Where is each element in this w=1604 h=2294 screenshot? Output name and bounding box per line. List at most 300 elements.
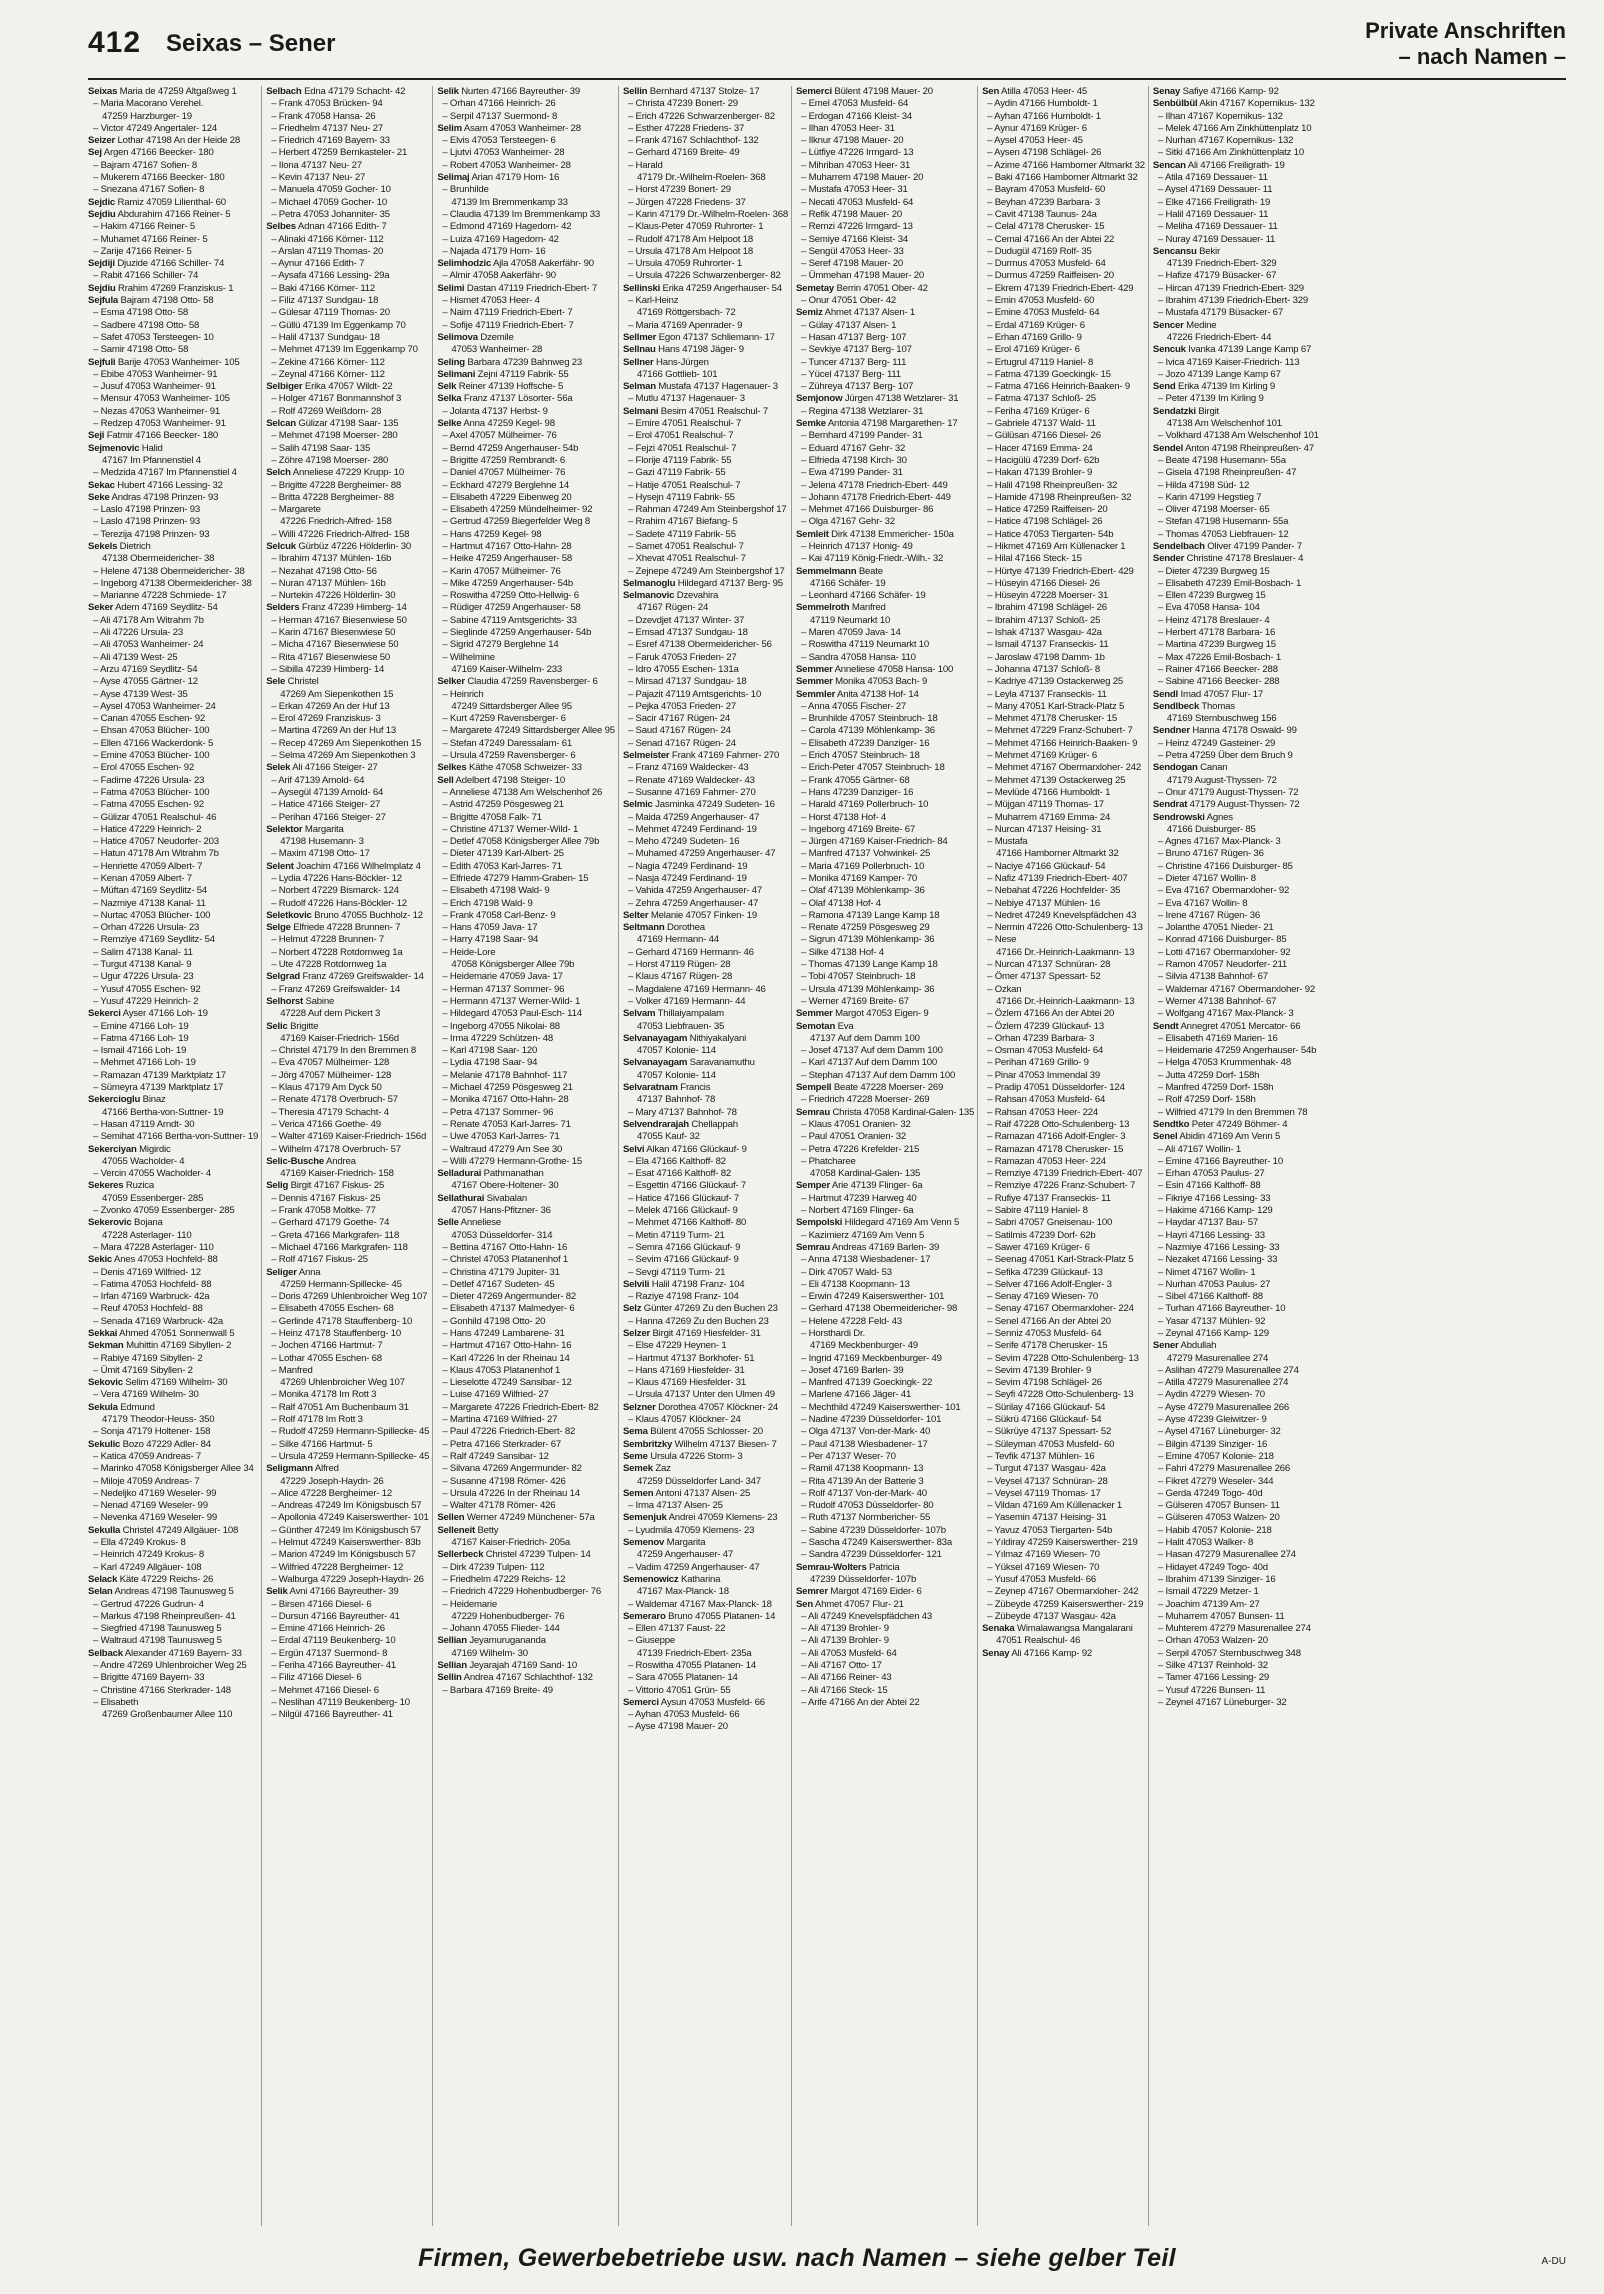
directory-entry: – Feriha 47169 Krüger- 6 [987,405,1090,417]
directory-entry: Sejdiji Djuzide 47166 Schiller- 74 [88,258,225,270]
directory-entry: Sendt Annegret 47051 Mercator- 66 [1152,1020,1301,1032]
directory-entry: – Gazi 47119 Fabrik- 55 [627,467,726,479]
directory-entry: – Lieselotte 47249 Sansibar- 12 [442,1377,572,1389]
directory-entry: – Per 47137 Weser- 70 [800,1450,896,1462]
directory-entry: – Werner 47169 Breite- 67 [800,995,909,1007]
directory-entry: – Filiz 47166 Diesel- 6 [271,1672,362,1684]
directory-entry: – Ewa 47199 Pander- 31 [800,467,903,479]
directory-entry: – Satilmis 47239 Dorf- 62b [987,1229,1096,1241]
directory-entry: – Manfred 47137 Vohwinkel- 25 [800,848,931,860]
directory-entry: – Hatice 47229 Heinrich- 2 [93,823,202,835]
directory-entry: – Beyhan 47239 Barbara- 3 [987,196,1100,208]
directory-entry: – Klaus 47051 Oranien- 32 [800,1118,911,1130]
directory-entry: – Serife 47178 Cherusker- 15 [987,1340,1108,1352]
directory-entry: – Mukerem 47166 Beecker- 180 [93,172,225,184]
directory-entry: Sekeres Ruzica [88,1180,155,1192]
directory-entry: – Ilhan 47053 Heer- 31 [800,122,895,134]
directory-entry: – Nebiye 47137 Mühlen- 16 [987,897,1100,909]
directory-entry: Selders Franz 47239 Himberg- 14 [266,602,407,614]
directory-entry: – Aydin 47279 Wiesen- 70 [1157,1389,1265,1401]
directory-entry: – Sefika 47239 Glückauf- 13 [987,1266,1103,1278]
directory-entry: – Sabine 47239 Düsseldorfer- 107b [800,1524,946,1536]
directory-column-5 [796,86,978,2226]
directory-entry: – Christine 47137 Werner-Wild- 1 [442,823,579,835]
directory-entry: – Aysel 47053 Heer- 45 [987,135,1083,147]
directory-entry: – Remziye 47226 Franz-Schubert- 7 [987,1180,1136,1192]
directory-entry: – Zeynel 47167 Lüneburger- 32 [1157,1696,1287,1708]
directory-entry: 47226 Friedrich-Ebert- 44 [1166,331,1272,343]
directory-entry: – Erwin 47249 Kaiserswerther- 101 [800,1291,945,1303]
directory-entry: – Rahman 47249 Am Steinbergshof 17 [627,504,787,516]
directory-entry: – Waltraud 47198 Taunusweg 5 [93,1635,222,1647]
directory-entry: – Aysen 47198 Schlägel- 26 [987,147,1102,159]
directory-entry: – Mirsad 47137 Sundgau- 18 [627,676,747,688]
directory-entry: Selzner Dorothea 47057 Klöckner- 24 [622,1401,779,1413]
directory-entry: 47179 Theodor-Heuss- 350 [102,1414,215,1426]
directory-entry: – Dirk 47057 Wald- 53 [800,1266,892,1278]
directory-entry: – Medzida 47167 Im Pfannenstiel 4 [93,467,237,479]
directory-entry: – Friedrich 47229 Hohenbudberger- 76 [442,1586,601,1598]
directory-entry: – Hermann 47137 Werner-Wild- 1 [442,995,581,1007]
directory-entry: Sencuk Ivanka 47139 Lange Kamp 67 [1152,344,1312,356]
directory-entry: – Mustafa [987,836,1028,848]
directory-entry: – Selver 47166 Adolf-Engler- 3 [987,1278,1112,1290]
directory-entry: – Muhamed 47259 Angerhauser- 47 [627,848,776,860]
directory-entry: – Frank 47058 Hansa- 26 [271,110,376,122]
directory-entry: Sekercioglu Binaz [88,1094,166,1106]
directory-entry: – Erol 47051 Realschul- 7 [627,430,734,442]
directory-entry: – Markus 47198 Rheinpreußen- 41 [93,1610,236,1622]
directory-entry: – Wilhelm 47178 Overbruch- 57 [271,1143,401,1155]
directory-entry: – Semihat 47166 Bertha-von-Suttner- 19 [93,1131,259,1143]
directory-entry: – Helmut 47249 Kaiserswerther- 83b [271,1537,421,1549]
directory-entry: – Heinrich 47249 Krokus- 8 [93,1549,205,1561]
directory-entry: – Ayhan 47166 Humboldt- 1 [987,110,1101,122]
directory-entry: – Silke 47137 Reinhold- 32 [1157,1660,1268,1671]
directory-entry: – Dirk 47239 Tulpen- 112 [442,1561,545,1573]
directory-entry: – Rolf 47269 Weißdorn- 28 [271,405,382,417]
directory-entry: Selektor Margarita [266,823,344,835]
directory-entry: – Kevin 47137 Neu- 27 [271,172,366,184]
directory-entry: Selmeister Frank 47169 Fahrner- 270 [622,750,780,762]
directory-entry: – Serpil 47057 Sternbuschweg 348 [1157,1647,1301,1659]
directory-entry: – Erhan 47169 Grillo- 9 [987,331,1082,343]
directory-entry: – Manfred 47259 Dorf- 158h [1157,1082,1274,1094]
directory-entry: – Nebahat 47226 Hochfelder- 35 [987,885,1121,897]
directory-entry: – Gülseren 47057 Bunsen- 11 [1157,1500,1280,1512]
directory-entry: – Renate 47053 Karl-Jarres- 71 [442,1118,571,1130]
directory-entry: – Ismail 47166 Loh- 19 [93,1045,187,1057]
directory-entry: Selig Birgit 47167 Fiskus- 25 [266,1180,385,1192]
directory-entry: Sekels Dietrich [88,540,151,552]
directory-entry: Sempell Beate 47228 Moerser- 269 [795,1082,944,1094]
directory-entry: – Else 47229 Heynen- 1 [627,1340,727,1352]
directory-entry: – Ralf 47051 Am Buchenbaum 31 [271,1401,409,1413]
directory-entry: 47053 Liebfrauen- 35 [636,1020,725,1032]
directory-entry: – Mehmet 47178 Cherusker- 15 [987,713,1117,725]
directory-entry: – Orhan 47239 Barbara- 3 [987,1032,1095,1044]
directory-entry: – Franz 47269 Greifswalder- 14 [271,983,401,995]
directory-entry: – Nurhan 47167 Kopernikus- 132 [1157,135,1294,147]
directory-entry: – Mehmet 47169 Krüger- 6 [987,750,1097,762]
directory-entry: – Sevim 47166 Glückauf- 9 [627,1254,739,1266]
directory-entry: – Gerda 47249 Togo- 40d [1157,1487,1263,1499]
directory-entry: Sekerci Ayser 47166 Loh- 19 [88,1008,208,1020]
directory-entry: 47139 Friedrich-Ebert- 235a [636,1647,752,1659]
directory-entry: Selek Ali 47166 Steiger- 27 [266,762,378,774]
directory-entry: Sen Atilla 47053 Heer- 45 [982,86,1087,97]
directory-entry: Seji Fatmir 47166 Beecker- 180 [88,430,218,442]
directory-entry: – Seyfi 47228 Otto-Schulenberg- 13 [987,1389,1134,1401]
directory-entry: – Ismail 47229 Metzer- 1 [1157,1586,1259,1598]
directory-entry: Selk Reiner 47139 Hoffsche- 5 [437,381,564,393]
directory-entry: – Yusuf 47055 Eschen- 92 [93,983,201,995]
directory-entry: – Robert 47053 Wanheimer- 28 [442,159,571,171]
directory-entry: – Bernd 47259 Angerhauser- 54b [442,442,579,454]
directory-entry: – Ibrahim 47198 Schlägel- 26 [987,602,1107,614]
directory-entry: – Mehmet 47167 Obermarxloher- 242 [987,762,1142,774]
directory-entry: – Ellen 47166 Wackerdonk- 5 [93,737,214,749]
directory-entry: 47167 Im Pfannenstiel 4 [102,454,201,466]
directory-entry: – Ingrid 47169 Meckbenburger- 49 [800,1352,942,1364]
directory-entry: – Manuela 47059 Gocher- 10 [271,184,391,196]
directory-entry: – Nuran 47137 Mühlen- 16b [271,577,386,589]
directory-entry: – Leyla 47137 Franseckis- 11 [987,688,1107,700]
directory-entry: – Azime 47166 Hamborner Altmarkt 32 [987,159,1145,171]
directory-entry: – Friedhelm 47229 Reichs- 12 [442,1573,566,1585]
directory-entry: – Renate 47169 Waldecker- 43 [627,774,755,786]
directory-entry: – Many 47051 Karl-Strack-Platz 5 [987,700,1125,712]
directory-entry: – Ertugrul 47119 Haniel- 8 [987,356,1094,368]
directory-entry: – Carola 47139 Möhlenkamp- 36 [800,725,935,737]
directory-entry: – Ehsan 47053 Blücher- 100 [93,725,210,737]
directory-entry: Seizer Lothar 47198 An der Heide 28 [88,135,240,147]
directory-entry: 47226 Friedrich-Alfred- 158 [280,516,392,528]
directory-entry: – Harald [627,159,663,171]
directory-entry: – Hanna 47269 Zu den Buchen 23 [627,1315,769,1327]
directory-entry: – Najada 47179 Horn- 16 [442,245,546,257]
directory-entry: Seling Barbara 47239 Bahnweg 23 [437,356,583,368]
directory-entry: – Jürgen 47169 Kaiser-Friedrich- 84 [800,836,948,848]
directory-entry: – Wolfgang 47167 Max-Planck- 3 [1157,1008,1294,1020]
directory-entry: Selmanoglu Hildegard 47137 Berg- 95 [622,577,783,589]
directory-entry: Semmler Anita 47138 Hof- 14 [795,688,919,700]
directory-entry: Semke Antonia 47198 Margarethen- 17 [795,418,958,430]
directory-entry: – Almir 47058 Aakerfähr- 90 [442,270,556,282]
directory-entry: Sellathurai Sivabalan [437,1192,527,1204]
directory-entry: – Petra 47259 Über dem Bruch 9 [1157,750,1293,762]
directory-entry: Selimi Dastan 47119 Friedrich-Ebert- 7 [437,282,597,294]
directory-entry: – Hans 47059 Java- 17 [442,922,538,934]
directory-entry: – Jelena 47178 Friedrich-Ebert- 449 [800,479,948,491]
directory-entry: – Margarete 47226 Friedrich-Ebert- 82 [442,1401,599,1413]
directory-entry: – Meliha 47169 Dessauer- 11 [1157,221,1278,233]
directory-entry: – Ramon 47057 Neudorfer- 211 [1157,959,1288,971]
directory-entry: – Margarete [271,504,321,516]
directory-entry: 47166 Gottlieb- 101 [636,368,718,380]
directory-entry: – Gonhild 47198 Otto- 20 [442,1315,546,1327]
directory-entry: – Onur 47179 August-Thyssen- 72 [1157,786,1299,798]
directory-entry: – Zarije 47166 Reiner- 5 [93,245,192,257]
directory-entry: – Remziye 47169 Seydlitz- 54 [93,934,215,946]
directory-entry: – Fatima 47053 Hochfeld- 88 [93,1278,212,1290]
directory-entry: 47228 Auf dem Pickert 3 [280,1008,381,1020]
directory-entry: – Sonja 47179 Holtener- 158 [93,1426,211,1438]
footer-note: Firmen, Gewerbebetriebe usw. nach Namen – siehe gelber Teil [418,2244,1176,2272]
directory-entry: – Emine 47166 Loh- 19 [93,1020,189,1032]
name-range: Seixas – Sener [166,30,336,57]
directory-entry: – Ali 47053 Musfeld- 64 [800,1647,897,1659]
directory-entry: – Rolf 47167 Fiskus- 25 [271,1254,368,1266]
directory-entry: – Sofije 47119 Friedrich-Ebert- 7 [442,319,574,331]
directory-entry: – Sevim 47228 Otto-Schulenberg- 13 [987,1352,1139,1364]
directory-entry: – Güllü 47139 Im Eggenkamp 70 [271,319,406,331]
directory-entry: – Lydia 47226 Hans-Böckler- 12 [271,873,402,884]
directory-entry: – Emine 47057 Kolonie- 218 [1157,1450,1274,1462]
directory-entry: – Yavuz 47053 Tiergarten- 54b [987,1524,1113,1536]
directory-entry: 47166 Bertha-von-Suttner- 19 [102,1106,224,1118]
directory-entry: – Emsad 47137 Sundgau- 18 [627,627,748,639]
directory-entry: – Rita 47139 An der Batterie 3 [800,1475,924,1487]
directory-entry: – Petra 47137 Sommer- 96 [442,1106,554,1118]
directory-entry: – Doris 47269 Uhlenbroicher Weg 107 [271,1291,428,1303]
directory-entry: – Durmus 47259 Raiffeisen- 20 [987,270,1114,282]
directory-entry: – Aysafa 47166 Lessing- 29a [271,270,390,282]
directory-entry: – Roswitha 47055 Platanen- 14 [627,1660,757,1671]
directory-column-3 [437,86,619,2226]
directory-entry: – Helga 47053 Krummenhak- 48 [1157,1057,1291,1069]
directory-entry: – Ingeborg 47169 Breite- 67 [800,823,916,835]
directory-entry: – Josef 47137 Auf dem Damm 100 [800,1045,943,1057]
directory-entry: – Orhan 47053 Walzen- 20 [1157,1635,1268,1647]
directory-entry: – Hasan 47119 Arndt- 30 [93,1118,195,1130]
directory-entry: – Gabriele 47137 Wald- 11 [987,418,1096,430]
directory-entry: – Filiz 47137 Sundgau- 18 [271,295,379,307]
directory-entry: Selvam Thillaiyampalam [622,1008,724,1020]
directory-entry: – Eduard 47167 Gehr- 32 [800,442,906,454]
directory-entry: – Salim 47138 Kanal- 11 [93,946,193,958]
directory-entry: Sencan Ali 47166 Freiligrath- 19 [1152,159,1285,171]
directory-entry: – Habib 47057 Kolonie- 218 [1157,1524,1272,1536]
directory-entry: – Hasan 47137 Berg- 107 [800,331,907,343]
directory-entry: Selvanayagam Nithiyakalyani [622,1032,747,1044]
directory-entry: – Sevgi 47119 Turm- 21 [627,1266,726,1278]
directory-entry: – Remziye 47139 Friedrich-Ebert- 407 [987,1168,1143,1180]
directory-entry: Selgrad Franz 47269 Greifswalder- 14 [266,971,424,983]
directory-entry: – Recep 47269 Am Siepenkothen 15 [271,737,422,749]
directory-entry: 47053 Wanheimer- 28 [451,344,543,356]
directory-entry: – Esat 47166 Kalthoff- 82 [627,1168,732,1180]
directory-entry: – Ümmehan 47198 Mauer- 20 [800,270,924,282]
directory-entry: Semmer Anneliese 47058 Hansa- 100 [795,663,954,675]
directory-column-7 [1153,86,1322,2226]
directory-entry: – Zübeyde 47137 Wasgau- 42a [987,1610,1116,1622]
directory-entry: – Semra 47166 Glückauf- 9 [627,1241,741,1253]
directory-entry: – Sara 47055 Platanen- 14 [627,1672,738,1684]
directory-entry: Semmer Margot 47053 Eigen- 9 [795,1008,929,1020]
directory-entry: – Anna 47055 Fischer- 27 [800,700,907,712]
directory-entry: – Rolf 47178 Im Rott 3 [271,1414,363,1426]
directory-entry: – Heidemarie 47059 Java- 17 [442,971,563,983]
directory-entry: – Sevim 47139 Brohler- 9 [987,1364,1092,1376]
directory-entry: Selik Nurten 47166 Bayreuther- 39 [437,86,581,97]
directory-entry: – Tuncer 47137 Berg- 111 [800,356,907,368]
directory-entry: 47167 Obere-Holtener- 30 [451,1180,559,1192]
directory-entry: – Hatice 47259 Raiffeisen- 20 [987,504,1108,516]
directory-entry: – Stephan 47137 Auf dem Damm 100 [800,1069,956,1081]
directory-entry: – Magdalene 47169 Hermann- 46 [627,983,766,995]
directory-entry: – Mustafa 47053 Heer- 31 [800,184,908,196]
directory-entry: – Muhterem 47279 Masurenallee 274 [1157,1623,1311,1635]
directory-column-1 [88,86,262,2226]
directory-entry: – Ramil 47138 Koopmann- 13 [800,1463,924,1475]
directory-entry: Semrer Margot 47169 Eider- 6 [795,1586,922,1598]
directory-entry: – Gerhard 47169 Hermann- 46 [627,946,754,958]
directory-entry: Sejdic Ramiz 47059 Lilienthal- 60 [88,196,226,208]
directory-entry: – Karin 47167 Biesenwiese 50 [271,627,396,639]
directory-entry: – Zeynal 47166 Körner- 112 [271,368,385,380]
directory-entry: – Erdal 47169 Krüger- 6 [987,319,1085,331]
directory-entry: – Irma 47137 Alsen- 25 [627,1500,723,1512]
directory-entry: – Klaus 47169 Hiesfelder- 31 [627,1377,747,1389]
directory-entry: – Hüseyin 47228 Moerser- 31 [987,590,1109,602]
directory-entry: – Hans 47259 Kegel- 98 [442,528,542,540]
directory-entry: – Fatma 47166 Heinrich-Baaken- 9 [987,381,1131,393]
directory-entry: – Fatma 47139 Goeckingk- 15 [987,368,1111,380]
directory-entry: Selka Franz 47137 Lösorter- 56a [437,393,573,405]
directory-entry: – Erich-Peter 47057 Steinbruch- 18 [800,762,945,774]
page-footer [88,2244,1566,2284]
directory-entry: – Daniel 47057 Mülheimer- 76 [442,467,566,479]
directory-entry: 47169 Kaiser-Wilhelm- 233 [451,663,563,675]
directory-entry: – Naciye 47166 Glückauf- 54 [987,860,1106,872]
directory-entry: Sellian Jeyamurugananda [437,1635,546,1647]
directory-entry: Selvi Alkan 47166 Glückauf- 9 [622,1143,747,1155]
directory-entry: – Raziye 47198 Franz- 104 [627,1291,739,1303]
directory-entry: – Silvia 47138 Bahnhof- 67 [1157,971,1268,983]
directory-entry: – Greta 47166 Markgrafen- 118 [271,1229,400,1241]
directory-entry: Sekerciyan Migirdic [88,1143,171,1155]
directory-entry: – Özlem 47166 An der Abtei 20 [987,1008,1115,1020]
directory-entry: – Ali 47226 Ursula- 23 [93,627,183,639]
directory-entry: – Michael 47259 Pösgesweg 21 [442,1082,573,1094]
directory-entry: – Mehmet 47166 Diesel- 6 [271,1684,379,1696]
directory-entry: – Mehmet 47166 Loh- 19 [93,1057,196,1069]
directory-entry: – Olga 47167 Gehr- 32 [800,516,895,528]
directory-entry: – Halit 47053 Walker- 8 [1157,1537,1254,1549]
directory-entry: Selke Anna 47259 Kegel- 98 [437,418,555,430]
directory-entry: – Miloje 47059 Andreas- 7 [93,1475,200,1487]
directory-entry: – Ali 47167 Otto- 17 [800,1660,882,1671]
directory-entry: Selent Joachim 47166 Wilhelmplatz 4 [266,860,421,872]
directory-entry: – Aysel 47053 Wanheimer- 24 [93,700,216,712]
directory-entry: – Dudugül 47169 Rolf- 35 [987,245,1092,257]
directory-entry: Sencer Medine [1152,319,1217,331]
directory-entry: – Erol 47269 Franziskus- 3 [271,713,381,725]
directory-entry: – Nese [987,934,1017,946]
directory-entry: – Willi 47226 Friedrich-Alfred- 158 [271,528,410,540]
directory-entry: Seker Adem 47169 Seydlitz- 54 [88,602,218,614]
directory-entry: Selleneit Betty [437,1524,499,1536]
directory-entry: – Elfriede 47279 Hamm-Graben- 15 [442,873,589,884]
directory-entry: 47166 Dr.-Heinrich-Laakmann- 13 [996,995,1135,1007]
directory-entry: – Sibel 47166 Kalthoff- 88 [1157,1291,1263,1303]
directory-entry: – Heidemarie 47259 Angerhauser- 54b [1157,1045,1317,1057]
directory-entry: – Hakim 47166 Reiner- 5 [93,221,196,233]
directory-entry: – Brigitte 47058 Falk- 71 [442,811,542,823]
directory-entry: Sellinski Erika 47259 Angerhauser- 54 [622,282,782,294]
directory-entry: – Rita 47167 Biesenwiese 50 [271,651,391,663]
directory-entry: – Seenag 47051 Karl-Strack-Platz 5 [987,1254,1134,1266]
directory-entry: – Baki 47166 Hamborner Altmarkt 32 [987,172,1138,184]
directory-entry: – Sawer 47169 Krüger- 6 [987,1241,1090,1253]
directory-entry: – Herbert 47178 Barbara- 16 [1157,627,1276,639]
directory-entry: – Nedret 47249 Knevelspfädchen 43 [987,909,1137,921]
directory-entry: – Brigitte 47259 Rembrandt- 6 [442,454,566,466]
directory-entry: Sembritzky Wilhelm 47137 Biesen- 7 [622,1438,777,1450]
directory-entry: – Aysegül 47139 Arnold- 64 [271,786,384,798]
directory-entry: – Orhan 47226 Ursula- 23 [93,922,200,934]
directory-entry: – Rabit 47166 Schiller- 74 [93,270,199,282]
directory-entry: Selbes Adnan 47166 Edith- 7 [266,221,387,233]
directory-entry: – Klaus 47053 Platanenhof 1 [442,1364,561,1376]
directory-entry: – Gerhard 47179 Goethe- 74 [271,1217,390,1229]
directory-entry: – Nurtekin 47226 Hölderlin- 30 [271,590,396,602]
directory-entry: – Hatice 47166 Glückauf- 7 [627,1192,739,1204]
directory-entry: – Joachim 47139 Am- 27 [1157,1598,1260,1610]
directory-entry: Selge Elfriede 47228 Brunnen- 7 [266,922,401,934]
directory-entry: 47229 Hohenbudberger- 76 [451,1610,565,1622]
directory-entry: – Elisabeth 47055 Eschen- 68 [271,1303,394,1315]
directory-entry: – Nilgül 47166 Bayreuther- 41 [271,1709,393,1721]
directory-entry: – Terezija 47198 Prinzen- 93 [93,528,210,540]
directory-entry: – Muharrem 47169 Emma- 24 [987,811,1111,823]
directory-entry: – Luiza 47169 Hagedorn- 42 [442,233,559,245]
directory-entry: – Maxim 47198 Otto- 17 [271,848,370,860]
directory-entry: – Dieter 47167 Wollin- 8 [1157,873,1256,884]
directory-entry: – Jutta 47259 Dorf- 158h [1157,1069,1260,1081]
directory-entry: Selladurai Pathmanathan [437,1168,544,1180]
directory-entry: – Yasemin 47137 Heising- 31 [987,1512,1107,1524]
directory-entry: – Baki 47166 Körner- 112 [271,282,376,294]
directory-entry: – Nezas 47053 Wanheimer- 91 [93,405,221,417]
directory-entry: – Erdal 47119 Beukenberg- 10 [271,1635,396,1647]
directory-entry: – Senay 47167 Obermarxloher- 224 [987,1303,1134,1315]
directory-entry: – Senad 47167 Rügen- 24 [627,737,736,749]
directory-entry: – Sevim 47198 Schlägel- 26 [987,1377,1102,1389]
directory-entry: – Gülseren 47053 Walzen- 20 [1157,1512,1280,1524]
directory-entry: – Frank 47055 Gärtner- 68 [800,774,910,786]
directory-entry: – Nazmiye 47138 Kanal- 11 [93,897,206,909]
directory-entry: Selcuk Gürbüz 47226 Hölderlin- 30 [266,540,412,552]
directory-entry: – Aydin 47166 Humboldt- 1 [987,98,1098,110]
directory-entry: – Halil 47137 Sundgau- 18 [271,331,380,343]
directory-entry: – Christel 47179 In den Bremmen 8 [271,1045,417,1057]
directory-entry: – Sibilla 47239 Himberg- 14 [271,663,385,675]
directory-entry: – Monika 47167 Otto-Hahn- 28 [442,1094,569,1106]
directory-entry: 47169 Sternbuschweg 156 [1166,713,1277,725]
directory-entry: – Halil 47169 Dessauer- 11 [1157,208,1269,220]
directory-entry: – Fatma 47055 Eschen- 92 [93,799,204,811]
directory-entry: Selic-Busche Andrea [266,1155,356,1167]
directory-entry: – Ali 47139 West- 25 [93,651,178,663]
directory-entry: – Orhan 47166 Heinrich- 26 [442,98,556,110]
directory-entry: – Sükrü 47166 Glückauf- 54 [987,1414,1102,1426]
directory-entry: – Mara 47228 Asterlager- 110 [93,1241,214,1253]
directory-entry: Sendl Imad 47057 Flur- 17 [1152,688,1264,700]
directory-entry: – Hans 47239 Danziger- 16 [800,786,914,798]
directory-entry: – Ilknur 47198 Mauer- 20 [800,135,904,147]
